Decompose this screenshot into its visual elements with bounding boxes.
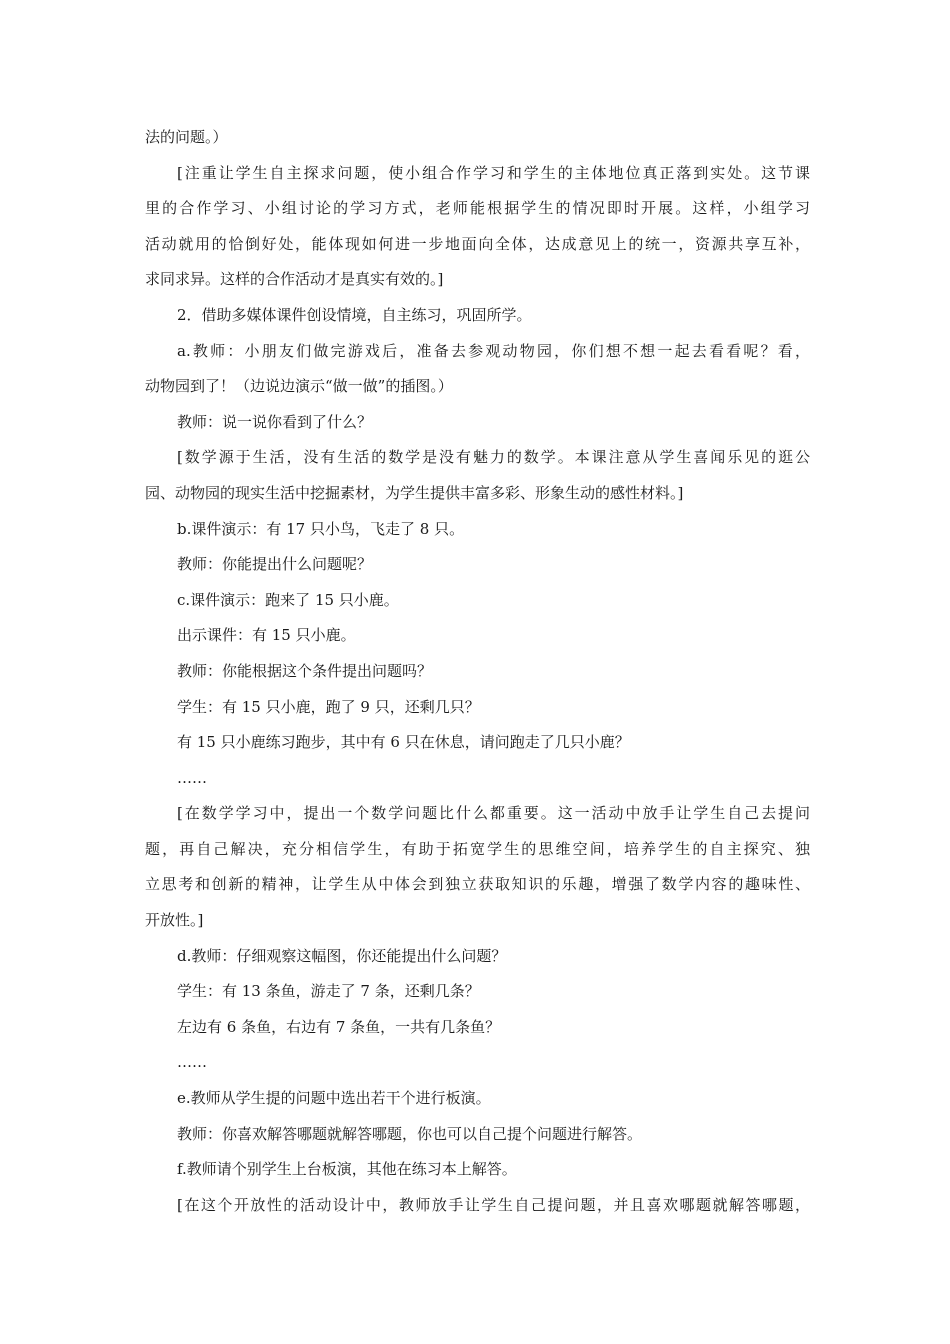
- text-line: d.教师：仔细观察这幅图，你还能提出什么问题？: [177, 946, 507, 965]
- text-line: [在这个开放性的活动设计中，教师放手让学生自己提问题，并且喜欢哪题就解答哪题，: [177, 1195, 810, 1214]
- text-line: ……: [177, 1053, 207, 1072]
- text-line: 求同求异。这样的合作活动才是真实有效的。]: [145, 270, 444, 289]
- text-line: 立思考和创新的精神，让学生从中体会到独立获取知识的乐趣，增强了数学内容的趣味性、: [145, 875, 810, 894]
- text-line: [注重让学生自主探求问题，使小组合作学习和学生的主体地位真正落到实处。这节课: [177, 163, 810, 182]
- text-line: 教师：你能提出什么问题呢？: [177, 555, 373, 574]
- text-line: 出示课件：有 15 只小鹿。: [177, 626, 356, 645]
- text-line: c.课件演示：跑来了 15 只小鹿。: [177, 590, 399, 609]
- text-line: ……: [177, 768, 207, 787]
- text-line: 教师：你能根据这个条件提出问题吗？: [177, 661, 433, 680]
- text-line: [数学源于生活，没有生活的数学是没有魅力的数学。本课注意从学生喜闻乐见的逛公: [177, 448, 810, 467]
- text-line: f.教师请个别学生上台板演，其他在练习本上解答。: [177, 1160, 517, 1179]
- text-line: 左边有 6 条鱼，右边有 7 条鱼，一共有几条鱼？: [177, 1017, 501, 1036]
- text-line: 法的问题。）: [145, 128, 228, 146]
- text-line: 学生：有 15 只小鹿，跑了 9 只，还剩几只？: [177, 697, 480, 716]
- text-line: 学生：有 13 条鱼，游走了 7 条，还剩几条？: [177, 982, 480, 1001]
- text-line: a.教师：小朋友们做完游戏后，准备去参观动物园，你们想不想一起去看看呢？看，: [177, 341, 810, 360]
- text-line: 题，再自己解决，充分相信学生，有助于拓宽学生的思维空间，培养学生的自主探究、独: [145, 839, 810, 858]
- text-line: b.课件演示：有 17 只小鸟，飞走了 8 只。: [177, 519, 465, 538]
- text-line: 动物园到了！（边说边演示“做一做”的插图。）: [145, 377, 453, 396]
- text-line: 活动就用的恰倒好处，能体现如何进一步地面向全体，达成意见上的统一，资源共享互补，: [145, 234, 810, 253]
- text-line: 里的合作学习、小组讨论的学习方式，老师能根据学生的情况即时开展。这样，小组学习: [145, 199, 810, 218]
- text-line: 教师：你喜欢解答哪题就解答哪题，你也可以自己提个问题进行解答。: [177, 1124, 643, 1143]
- text-line: 有 15 只小鹿练习跑步，其中有 6 只在休息，请问跑走了几只小鹿？: [177, 733, 630, 752]
- document-body: [145, 120, 810, 1223]
- text-line: [在数学学习中，提出一个数学问题比什么都重要。这一活动中放手让学生自己去提问: [177, 804, 810, 823]
- text-line: 园、动物园的现实生活中挖掘素材，为学生提供丰富多彩、形象生动的感性材料。]: [145, 483, 684, 502]
- text-line: e.教师从学生提的问题中选出若干个进行板演。: [177, 1089, 491, 1108]
- text-line: 教师：说一说你看到了什么？: [177, 412, 373, 431]
- text-line: 2．借助多媒体课件创设情境，自主练习，巩固所学。: [177, 305, 532, 324]
- text-line: 开放性。]: [145, 911, 204, 930]
